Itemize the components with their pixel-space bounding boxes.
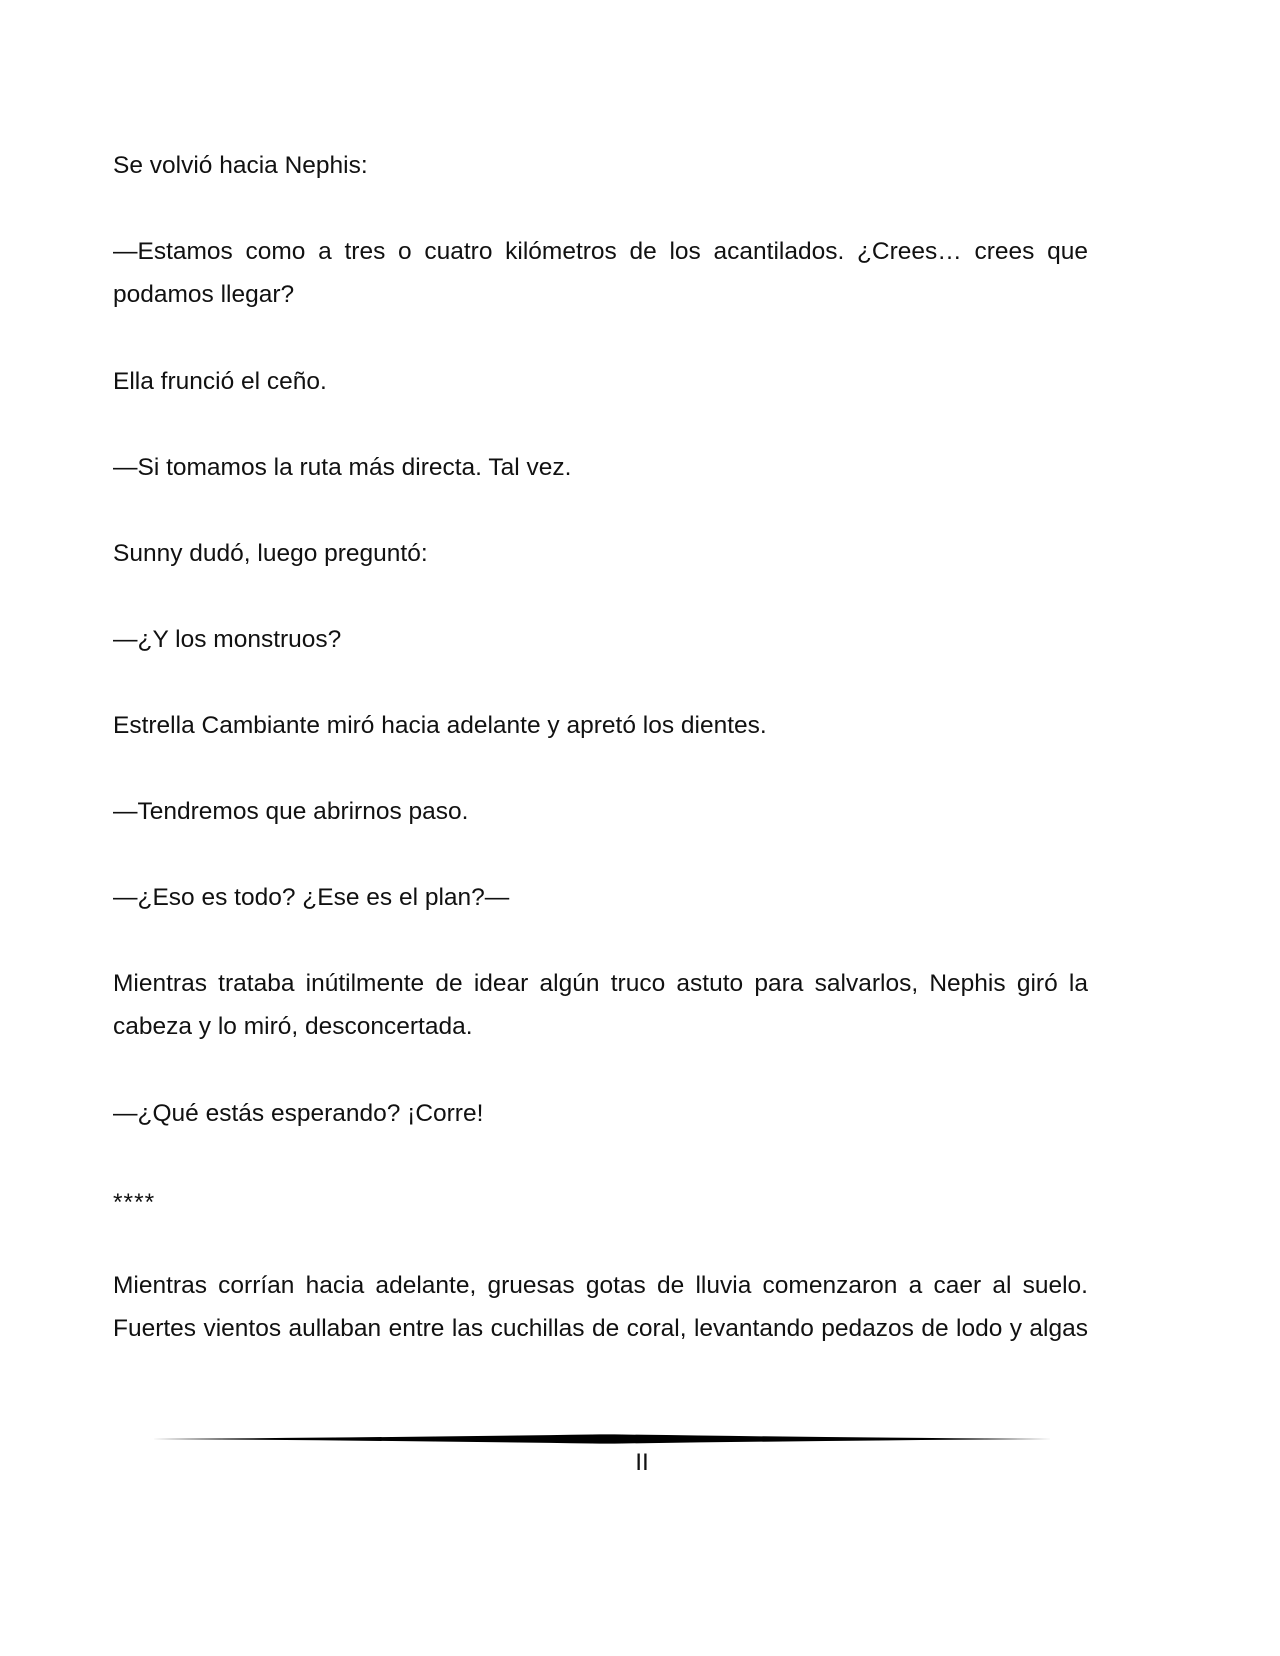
paragraph-11: —¿Qué estás esperando? ¡Corre! — [113, 1100, 484, 1127]
page-number: II — [635, 1449, 649, 1476]
paragraph-10: Mientras trataba inútilmente de idear algún truco astuto para salvarlos, Nephis giró la cabeza y lo miró, desconcertada. — [113, 970, 1088, 1040]
scene-separator: **** — [113, 1189, 156, 1216]
paragraph-5: Sunny dudó, luego preguntó: — [113, 540, 428, 567]
paragraph-12: Mientras corrían hacia adelante, gruesas gotas de lluvia comenzaron a caer al suelo. Fuertes vientos aullaban entre las cuchillas de coral, levantando pedazos de lodo y algas — [113, 1272, 1088, 1342]
paragraph-2: —Estamos como a tres o cuatro kilómetros de los acantilados. ¿Crees… crees que podamos llegar? — [113, 238, 1088, 308]
paragraph-6: —¿Y los monstruos? — [113, 626, 342, 653]
paragraph-4: —Si tomamos la ruta más directa. Tal vez. — [113, 454, 572, 481]
footer-decorative-rule — [152, 1432, 1052, 1446]
paragraph-9: —¿Eso es todo? ¿Ese es el plan?— — [113, 884, 510, 911]
paragraph-7: Estrella Cambiante miró hacia adelante y apretó los dientes. — [113, 712, 767, 739]
paragraph-3: Ella frunció el ceño. — [113, 368, 327, 395]
paragraph-8: —Tendremos que abrirnos paso. — [113, 798, 469, 825]
paragraph-1: Se volvió hacia Nephis: — [113, 152, 368, 179]
